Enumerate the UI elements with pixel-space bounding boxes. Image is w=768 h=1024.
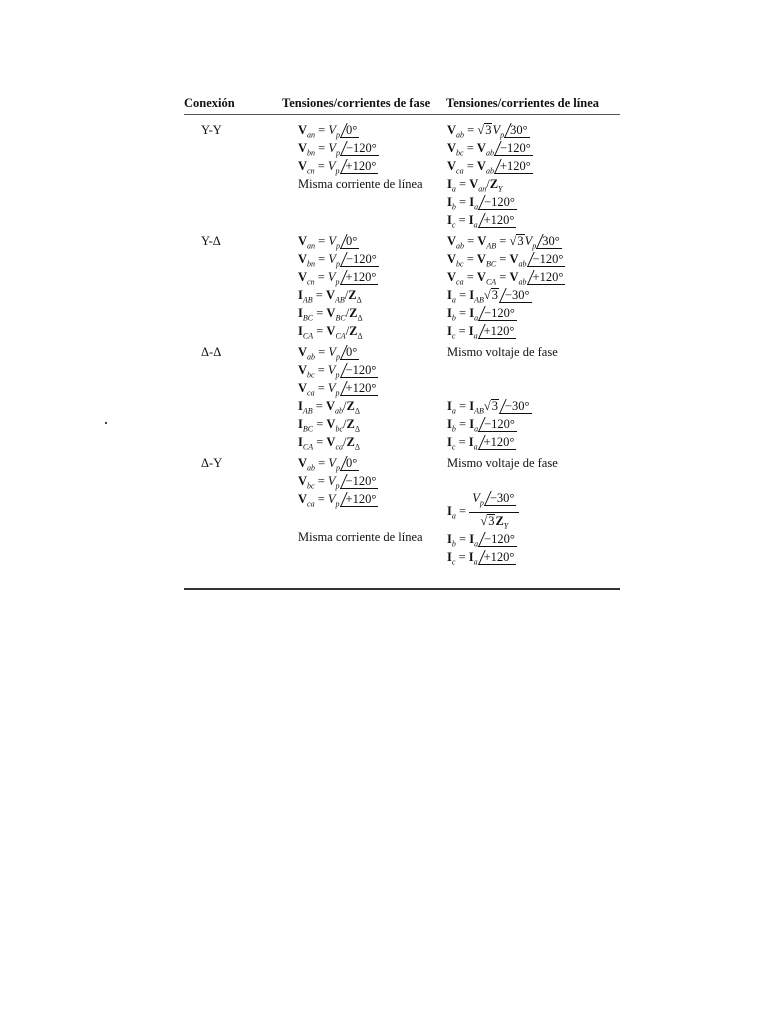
formula: $V_{cn} = V_p +120^\circ$ [298,270,377,287]
formula: $V_{bn} = V_p -120^\circ$ [298,141,377,158]
note: Misma corriente de línea [298,177,423,191]
formula: $V_{bc} = V_p -120^\circ$ [298,363,377,380]
section-label: Y-Y [201,123,222,137]
table-bottom-rule [184,588,620,590]
note: Misma corriente de línea [298,530,423,544]
header-line: Tensiones/corrientes de línea [446,96,600,110]
phase-column [298,343,378,451]
formula: $V_{an} = V_p$ 0° [298,123,358,140]
section-delta-y [184,454,620,584]
line-column [447,121,533,229]
formula: $I_{AB} = V_{AB}/Z_\Delta$ [298,288,362,305]
stray-dot [105,422,107,424]
formula: $V_{ca} = V_{CA} = V_{ab} +120^\circ$ [447,270,564,287]
formula: $V_{ca} = V_p +120^\circ$ [298,492,377,509]
formula: $I_b = I_a -120^\circ$ [447,195,515,212]
formula: $V_{bc} = V_{BC} = V_{ab} -120^\circ$ [447,252,564,269]
phase-column [298,454,423,546]
section-label: Δ-Y [201,456,223,470]
formula: $I_c = I_a +120^\circ$ [447,550,515,567]
connections-table [184,94,620,584]
formula: $V_{bn} = V_p -120^\circ$ [298,252,377,269]
formula: $V_{an} = V_p$ 0° [298,234,358,251]
phase-column [298,121,423,193]
formula: $I_a$ = $\frac{V_p -30^\circ}{√3Z_Y}$ [447,490,558,530]
section-delta-delta [184,343,620,454]
formula: $I_{BC} = V_{bc}/Z_\Delta$ [298,417,360,434]
line-column [447,343,558,451]
header-connection: Conexión [184,96,235,110]
formula: $V_{ab} = V_{AB} = √3V_p$ 30° [447,234,560,251]
formula: $V_{ab} = √3V_p$ 30° [447,123,528,140]
line-column [447,232,565,340]
formula: $I_c = I_a +120^\circ$ [447,324,515,341]
section-label: Δ-Δ [201,345,222,359]
table-header [184,94,620,115]
line-column [447,454,558,566]
formula: $V_{ca} = V_p +120^\circ$ [298,381,377,398]
formula: $I_{AB} = V_{ab}/Z_\Delta$ [298,399,360,416]
formula: $V_{bc} = V_{ab} -120^\circ$ [447,141,531,158]
section-y-delta [184,232,620,343]
formula: $V_{cn} = V_p +120^\circ$ [298,159,377,176]
header-phase: Tensiones/corrientes de fase [282,96,431,110]
formula: $I_c = I_a +120^\circ$ [447,213,515,230]
note: Mismo voltaje de fase [447,456,558,470]
formula: $V_{ab} = V_p$ 0° [298,345,358,362]
section-y-y [184,121,620,232]
formula: $I_a = I_{AB}√3 -30^\circ$ [447,288,530,305]
formula: $V_{bc} = V_p -120^\circ$ [298,474,377,491]
phase-column [298,232,379,340]
formula: $I_{CA} = V_{CA}/Z_\Delta$ [298,324,363,341]
formula: $I_c = I_a +120^\circ$ [447,435,515,452]
note: Mismo voltaje de fase [447,345,558,359]
formula: $V_{ca} = V_{ab} +120^\circ$ [447,159,531,176]
formula: $I_a = V_{an}/Z_Y$ [447,177,503,194]
formula: $I_b = I_a -120^\circ$ [447,417,515,434]
formula: $I_b = I_a -120^\circ$ [447,306,515,323]
formula: $I_{CA} = V_{ca}/Z_\Delta$ [298,435,360,452]
section-label: Y-Δ [201,234,221,248]
formula: $V_{ab} = V_p$ 0° [298,456,358,473]
formula: $I_{BC} = V_{BC}/Z_\Delta$ [298,306,363,323]
formula: $I_a = I_{AB}√3 -30^\circ$ [447,399,530,416]
formula: $I_b = I_a -120^\circ$ [447,532,515,549]
